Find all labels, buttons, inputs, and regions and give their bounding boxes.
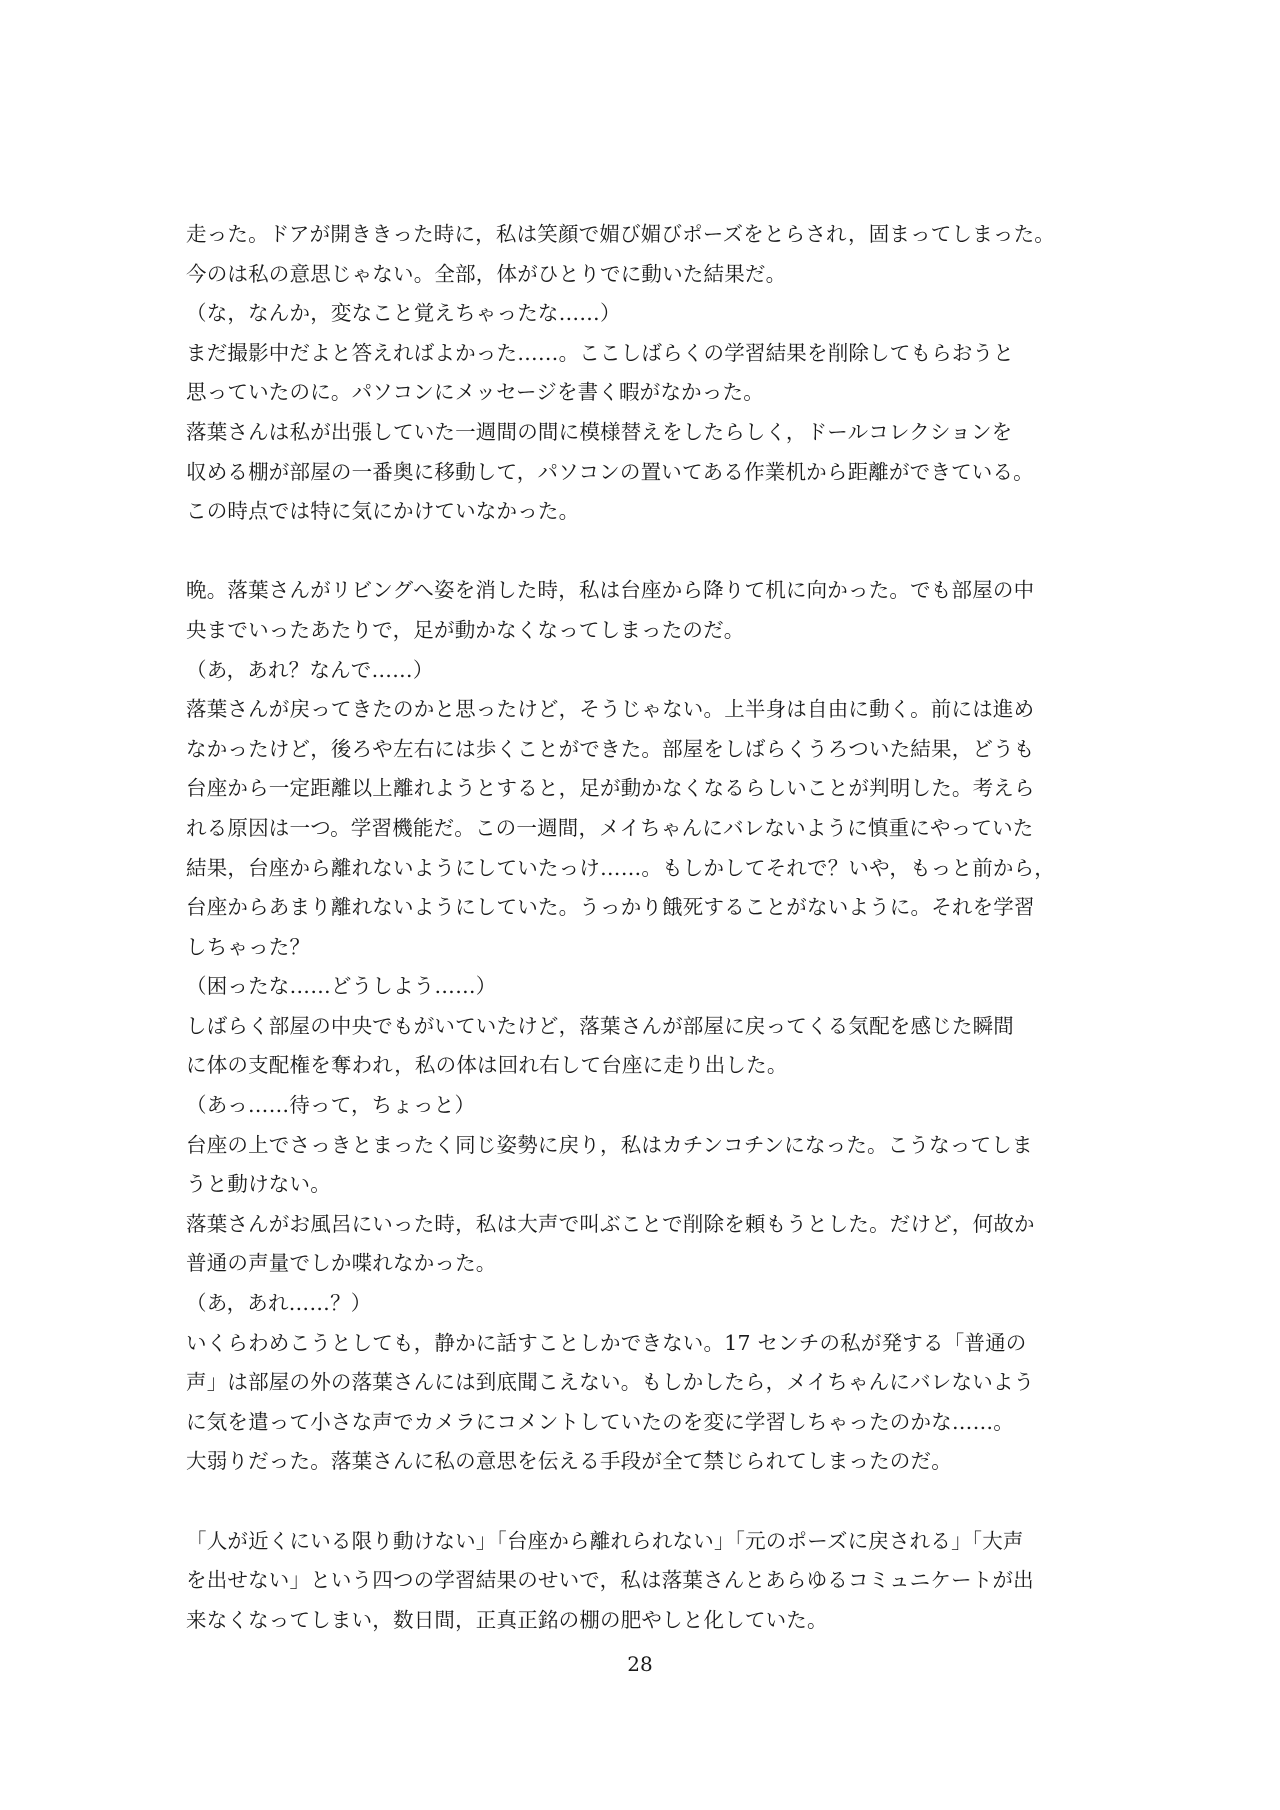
text-line: （あ，あれ？なんで……） <box>186 657 434 682</box>
text-line: 落葉さんが戻ってきたのかと思ったけど，そうじゃない。上半身は自由に動く。前には進め <box>186 697 1035 722</box>
text-line: なかったけど，後ろや左右には歩くことができた。部屋をしばらくうろついた結果，どうも <box>186 736 1035 761</box>
text-line: 央までいったあたりで，足が動かなくなってしまったのだ。 <box>186 617 745 642</box>
text-line: に体の支配権を奪われ，私の体は回れ右して台座に走り出した。 <box>186 1053 788 1078</box>
text-line: まだ撮影中だよと答えればよかった……。ここしばらくの学習結果を削除してもらおうと <box>186 340 1014 365</box>
text-line: 今のは私の意思じゃない。全部，体がひとりでに動いた結果だ。 <box>186 261 787 286</box>
text-line: 声」は部屋の外の落葉さんには到底聞こえない。もしかしたら，メイちゃんにバレないよう <box>186 1370 1035 1395</box>
text-line: 台座から一定距離以上離れようとすると，足が動かなくなるらしいことが判明した。考えら <box>186 776 1035 801</box>
text-line: 収める棚が部屋の一番奥に移動して，パソコンの置いてある作業机から距離ができている。 <box>186 459 1034 484</box>
text-line: 「人が近くにいる限り動けない」「台座から離れられない」「元のポーズに戻される」「大声 <box>186 1528 1024 1553</box>
text-line: 思っていたのに。パソコンにメッセージを書く暇がなかった。 <box>186 380 764 405</box>
paragraph <box>186 571 1106 1482</box>
text-line: うと動けない。 <box>186 1172 331 1197</box>
text-line: 晩。落葉さんがリビングへ姿を消した時，私は台座から降りて机に向かった。でも部屋の中 <box>186 578 1035 603</box>
text-line: 落葉さんは私が出張していた一週間の間に模様替えをしたらしく，ドールコレクションを <box>186 419 1013 444</box>
text-line: 普通の声量でしか喋れなかった。 <box>186 1251 497 1276</box>
body-text <box>186 215 1106 1640</box>
text-line: を出せない」という四つの学習結果のせいで，私は落葉さんとあらゆるコミュニケートが出 <box>186 1568 1034 1593</box>
text-line: しばらく部屋の中央でもがいていたけど，落葉さんが部屋に戻ってくる気配を感じた瞬間 <box>186 1013 1014 1038</box>
text-line: 大弱りだった。落葉さんに私の意思を伝える手段が全て禁じられてしまったのだ。 <box>186 1449 952 1474</box>
text-line: しちゃった？ <box>186 934 311 959</box>
text-line: この時点では特に気にかけていなかった。 <box>186 499 580 524</box>
text-line: （困ったな……どうしよう……） <box>186 974 497 999</box>
text-line: 走った。ドアが開ききった時に，私は笑顔で媚び媚びポーズをとらされ，固まってしまった。 <box>186 222 1055 246</box>
text-line: （な，なんか，変なこと覚えちゃったな……） <box>186 301 621 326</box>
text-line: 台座からあまり離れないようにしていた。うっかり餓死することがないように。それを学習 <box>186 895 1035 920</box>
text-line: れる原因は一つ。学習機能だ。この一週間，メイちゃんにバレないように慎重にやっていた <box>186 815 1034 840</box>
text-line: （あ，あれ……？） <box>186 1291 372 1316</box>
paragraph-gap <box>186 532 1106 572</box>
paragraph <box>186 1522 1106 1641</box>
paragraph <box>186 215 1106 532</box>
text-line: 結果，台座から離れないようにしていたっけ……。もしかしてそれで？いや，もっと前から， <box>186 855 1055 880</box>
text-line: いくらわめこうとしても，静かに話すことしかできない。17 センチの私が発する「普通の <box>186 1330 1027 1355</box>
paragraph-gap <box>186 1482 1106 1522</box>
text-line: （あっ……待って，ちょっと） <box>186 1093 476 1118</box>
text-line: 落葉さんがお風呂にいった時，私は大声で叫ぶことで削除を頼もうとした。だけど，何故か <box>186 1211 1035 1236</box>
text-line: 台座の上でさっきとまったく同じ姿勢に戻り，私はカチンコチンになった。こうなってしま <box>186 1132 1033 1157</box>
text-line: 来なくなってしまい，数日間，正真正銘の棚の肥やしと化していた。 <box>186 1607 828 1632</box>
page-number: 28 <box>627 1652 653 1676</box>
text-line: に気を遣って小さな声でカメラにコメントしていたのを変に学習しちゃったのかな……。 <box>186 1409 1014 1434</box>
